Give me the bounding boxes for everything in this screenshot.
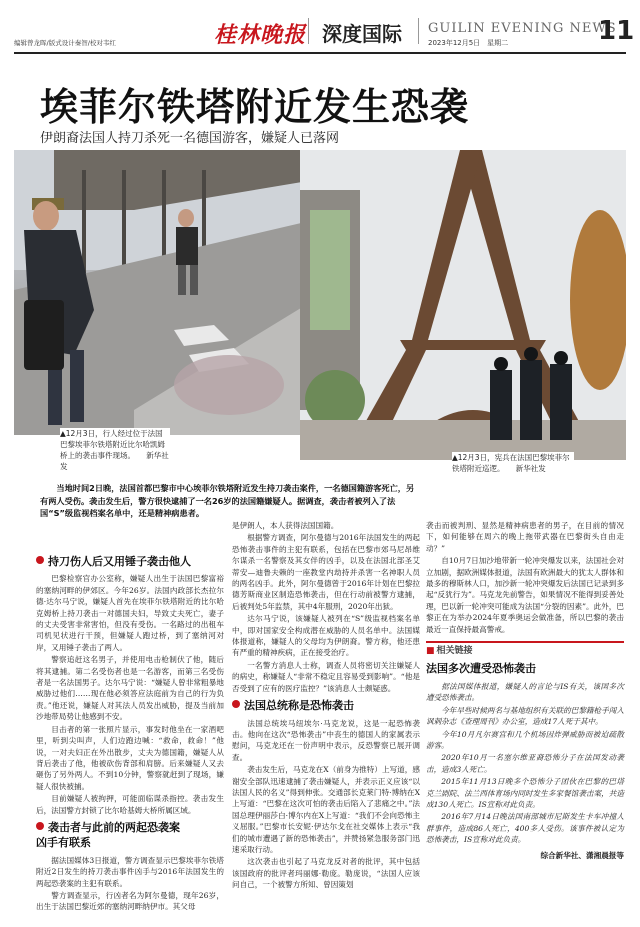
square-marker-icon: ■: [426, 646, 435, 657]
paragraph: 法国总统埃马纽埃尔·马克龙说，这是一起恐怖袭击。他向在这次“恐怖袭击”中丧生的德国人的家属表示慰问，马克龙还在一份声明中表示，反恐警察已展开调查。: [232, 718, 420, 762]
paragraph: 袭击而被判刑、显然是精神病患者的男子，在目前的情况下，如何能够在周六的晚上拖带武器在巴黎街头自由走动？”: [426, 521, 624, 553]
subheadline: 伊朗裔法国人持刀杀死一名德国游客，嫌疑人已落网: [40, 131, 340, 146]
header-divider: [308, 18, 309, 44]
issue-date: 2023年12月5日 星期二: [428, 39, 509, 47]
photo-eiffel-illustration: [300, 150, 626, 460]
paragraph: 一名警方消息人士称，调查人员将密切关注嫌疑人的病史，称嫌疑人“非常不稳定且容易受到影响”。“他是否受到了应有的医疗监控？”该消息人士颇疑惑。: [232, 660, 420, 693]
source-credit: 综合新华社、潇湘晨报等: [540, 850, 624, 860]
related-title: 法国多次遭受恐怖袭击: [426, 662, 536, 676]
photo-eiffel-tower: [300, 150, 626, 460]
masthead-logo: 桂林晚报: [214, 22, 307, 48]
paper-english-name: GUILIN EVENING NEWS: [428, 21, 617, 36]
paragraph: 2016年7月14日晚法国南部城市尼斯发生卡车冲撞人群事件，造成86人死亡，400多人受伤。该事件被认定为恐怖袭击，IS宣称对此负责。: [426, 812, 624, 845]
paragraph: 警察追赶这名男子，并使用电击枪制伏了他，随后将其逮捕。第二名受伤者也是一名游客，而第三名受伤者是一名法国男子。达尔马宁说：“嫌疑人曾非常粗暴地威胁过他们……现在他必须答应法庭前为自己的行为负责。”他还说，嫌疑人对其法人员发出威胁，提及当前加沙地带局势让他感到不安。: [36, 655, 224, 722]
paragraph: 据法国媒体3日报道，警方调查显示巴黎埃菲尔铁塔附近2日发生的持刀袭击事件凶手与2016年法国发生的两起恐袭案的主犯有联系。: [36, 855, 224, 888]
column-2: [232, 520, 420, 892]
lead-paragraph: [40, 482, 420, 520]
subheading: 持刀伤人后又用锤子袭击他人: [36, 556, 224, 567]
subheading: 法国总统称是恐怖袭击: [232, 700, 420, 711]
subheading: 袭击者与此前的两起恐袭案: [36, 822, 224, 833]
headline: 埃菲尔铁塔附近发生恐袭: [40, 85, 470, 129]
paragraph: 达尔马宁说，该嫌疑人被列在“S”级监视档案名单中，即对国家安全构成潜在威胁的人员名单中。法国媒体报道称，嫌疑人的父母均为伊朗裔。警方称，他还患有严重的精神疾病，正在接受治疗。: [232, 614, 420, 658]
bullet-dot-icon: [36, 822, 44, 830]
subheading-line2: 凶手有联系: [36, 836, 91, 850]
photo1-caption: ▲12月3日，行人经过位于法国巴黎埃菲尔铁塔附近比尔哈凯姆桥上的袭击事件现场。 新华社发: [60, 429, 169, 471]
paragraph: 自10月7日加沙地带新一轮冲突爆发以来，法国社会对立加剧，据欧洲媒体报道，法国有欧洲最大的犹太人群体和最多的穆斯林人口，加沙新一轮冲突爆发后法国已记录到多起“反犹行为”。马克龙先前警告，如果情况不能得到妥善处理，巴以新一轮冲突可能成为法国“分裂的因素”。此外，巴黎正在为举办2024年夏季奥运会做准备，所以巴黎的袭击最近一直保持最高警戒。: [426, 556, 624, 634]
paragraph: 目前嫌疑人被拘押，可能面临谋杀指控。袭击发生后，法国警方封锁了比尔哈基姆大桥所属区域。: [36, 794, 224, 815]
photo2-caption: ▲12月3日，宪兵在法国巴黎埃菲尔铁塔附近巡逻。 新华社发: [452, 452, 574, 474]
header-rule: [14, 52, 626, 54]
paragraph: 警方调查显示，行凶者名为阿尔曼德，现年26岁，出生于法国巴黎近郊的塞纳河畔纳伊市。其父母: [36, 890, 224, 912]
photo-bridge-illustration: [14, 150, 314, 435]
paragraph: 巴黎检察官办公室称，嫌疑人出生于法国巴黎富裕的塞纳河畔的伊郊区。今年26岁。法国内政部长杰拉尔德·达尔马宁说，嫌疑人首先在埃菲尔铁塔附近的比尔哈克姆桥上持刀袭击一对德国夫妇，导致丈夫死亡，妻子的丈夫受害非常害怕，但没有受伤。一名路过的出租车司机见状进行干预，但嫌疑人跑过桥，到了塞纳河对岸，又用锤子袭击了两人。: [36, 574, 224, 652]
paragraph: 目击者的第一张照片显示，事发时他坐在一家酒吧里，听到尖叫声，人们边跑边喊：“救命，救命！”他说，一对夫妇正在外出散步，丈夫为德国籍，嫌疑人从背后袭击了他，他被砍伤背部和肩膀。后来嫌疑人又去砸伤了另外两人。不到10分钟，警察就赶到了现场，嫌疑人很快被捕。: [36, 724, 224, 791]
header-divider: [418, 18, 419, 44]
photo-bridge-scene: [14, 150, 314, 435]
bullet-dot-icon: [36, 556, 44, 564]
paragraph: 根据警方调查，阿尔曼德与2016年法国发生的两起恐怖袭击事件的主犯有联系，包括在巴黎市郊马尼昂维尔谋杀一名警察及其女伴的凶手，以及在法国北部圣艾蒂安—迪鲁夫赖的一座教堂内劫持并杀害一名神职人员的两名凶手。此外，阿尔曼德曾于2016年计划在巴黎拉德芳斯商业区制造恐怖袭击，但在行动前被警方逮捕，后被判处5年监禁，其中4年服刑，2020年出狱。: [232, 533, 420, 611]
paragraph: 袭击发生后，马克龙在X（前身为推特）上写道，感谢安全部队迅速逮捕了袭击嫌疑人，并表示正义应该“以法国人民的名义”得到伸张。交通部长克莱门特·博纳在X上写道：“巴黎在这次可怕的袭击后陷入了悲痛之中。”法国总理伊丽莎白·博尔内在X上写道：“我们不会向恐怖主义屈服。”巴黎市长安妮·伊达尔戈在社交媒体上表示“我们的城市遭遇了新的恐怖袭击”，并赞扬紧急服务部门迅速采取行动。: [232, 765, 420, 854]
paragraph: 这次袭击也引起了马克龙反对者的批评，其中包括该国政府的批评者玛丽娜·勒庞。勒庞说，“法国人应该问自己，一个被警方所知、曾因策划: [232, 857, 420, 890]
paragraph: 今年早些时候两名与基地组织有关联的巴黎籍枪手闯入讽刺杂志《查理周刊》办公室，造成17人死于其中。: [426, 705, 624, 727]
paragraph: 是伊朗人，本人获得法国国籍。: [232, 521, 339, 530]
paragraph: 据法国媒体报道，嫌疑人的言论与IS有关，该国多次遭受恐怖袭击。: [426, 681, 624, 703]
paragraph: 2015年11月13日晚多个恐怖分子团伙在巴黎的巴塔克兰剧院、法兰西体育场内同时发生多家餐馆袭击案，共造成130人死亡。IS宣称对此负责。: [426, 777, 624, 809]
paragraph: 2020年10月一名塞尔维亚裔恐怖分子在法国发动袭击，造成3人死亡。: [426, 753, 624, 774]
paragraph: 今年10月凡尔赛宫和几个机场因炸弹威胁而被迫疏散游客。: [426, 729, 624, 750]
related-link-label: ■ 相关链接: [426, 641, 624, 657]
lead-text: 当地时间2日晚，法国首都巴黎市中心埃菲尔铁塔附近发生持刀袭击案件，一名德国籍游客死亡，另有两人受伤。袭击发生后，警方很快逮捕了一名26岁的法国籍嫌疑人。据调查，袭击者被列入了法国“S”级监视档案名单中，还是精神病患者。: [40, 483, 415, 518]
section-title: 深度国际: [322, 22, 402, 46]
bullet-dot-icon: [232, 700, 240, 708]
page-number: 11: [598, 16, 635, 46]
column-1: [36, 550, 224, 914]
editors-line: 编辑曾龙晖/版式设计秦智/校对韦红: [14, 39, 116, 47]
related-body: [426, 681, 624, 846]
column-3: [426, 520, 624, 861]
